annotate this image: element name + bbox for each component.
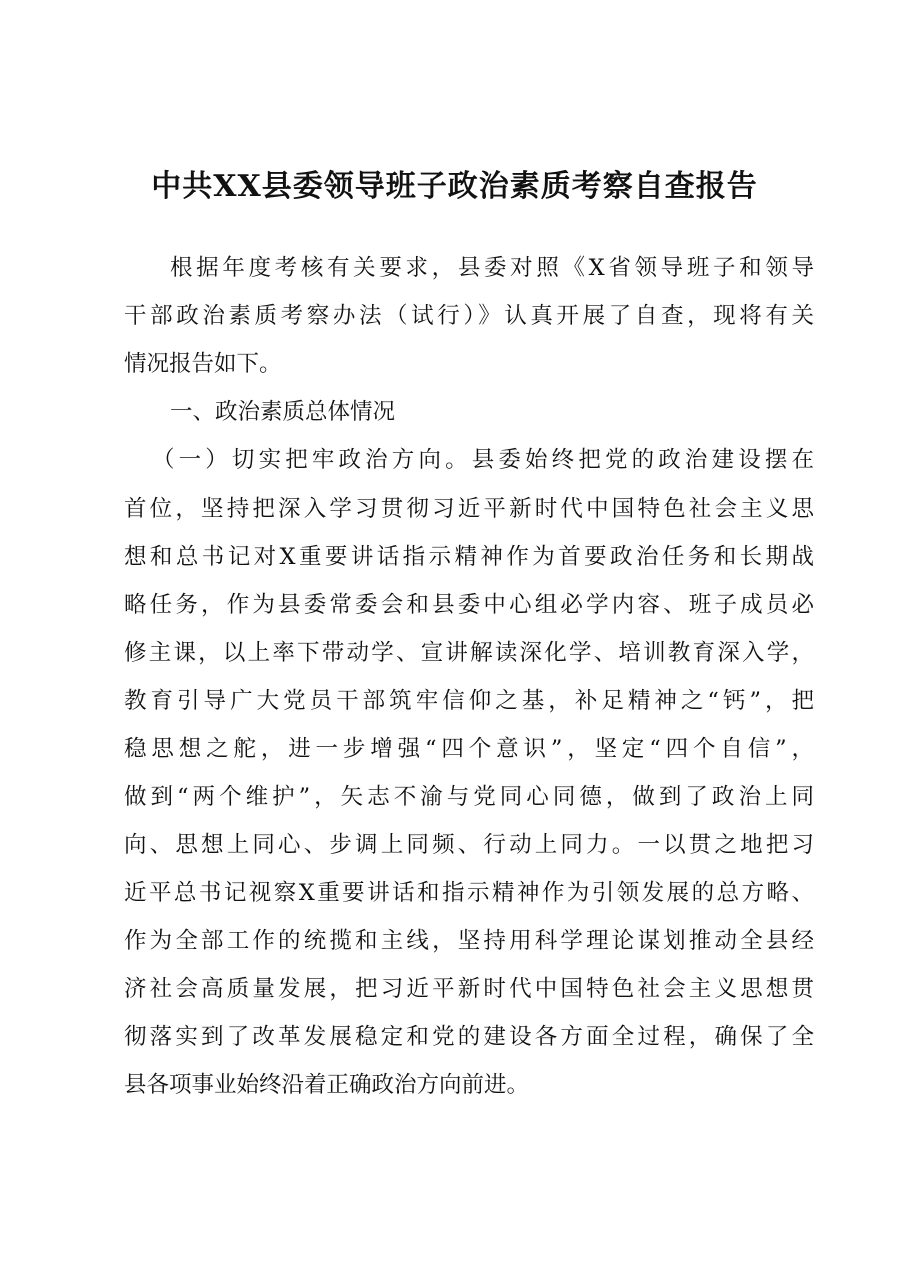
- paragraph-line: 稳思想之舵，进一步增强“四个意识”，坚定“四个自信”，: [124, 736, 814, 762]
- paragraph-line: 做到“两个维护”，矢志不渝与党同心同德，做到了政治上同: [124, 784, 814, 810]
- paragraph-line: 向、思想上同心、步调上同频、行动上同力。一以贯之地把习: [124, 832, 814, 858]
- paragraph-line: （一）切实把牢政治方向。县委始终把党的政治建设摆在: [152, 447, 814, 473]
- paragraph-line: 修主课，以上率下带动学、宣讲解读深化学、培训教育深入学，: [124, 640, 814, 666]
- paragraph-line: 想和总书记对X重要讲话指示精神作为首要政治任务和长期战: [124, 544, 814, 570]
- paragraph-line: 首位，坚持把深入学习贯彻习近平新时代中国特色社会主义思: [124, 496, 814, 522]
- paragraph-line: 县各项事业始终沿着正确政治方向前进。: [124, 1072, 530, 1098]
- paragraph-line: 作为全部工作的统揽和主线，坚持用科学理论谋划推动全县经: [124, 928, 814, 954]
- paragraph-line: 根据年度考核有关要求，县委对照《X省领导班子和领导: [170, 255, 814, 281]
- paragraph-line: 彻落实到了改革发展稳定和党的建设各方面全过程，确保了全: [124, 1024, 814, 1050]
- paragraph-line: 近平总书记视察X重要讲话和指示精神作为引领发展的总方略、: [124, 880, 814, 906]
- paragraph-line: 济社会高质量发展，把习近平新时代中国特色社会主义思想贯: [124, 976, 814, 1002]
- paragraph-line: 干部政治素质考察办法（试行）》认真开展了自查，现将有关: [124, 303, 814, 329]
- paragraph-line: 教育引导广大党员干部筑牢信仰之基，补足精神之“钙”，把: [124, 688, 814, 714]
- paragraph-line: 略任务，作为县委常委会和县委中心组必学内容、班子成员必: [124, 592, 814, 618]
- section-heading: 一、政治素质总体情况: [170, 399, 396, 425]
- document-title: 中共XX县委领导班子政治素质考察自查报告: [151, 169, 758, 204]
- paragraph-line: 情况报告如下。: [124, 351, 282, 377]
